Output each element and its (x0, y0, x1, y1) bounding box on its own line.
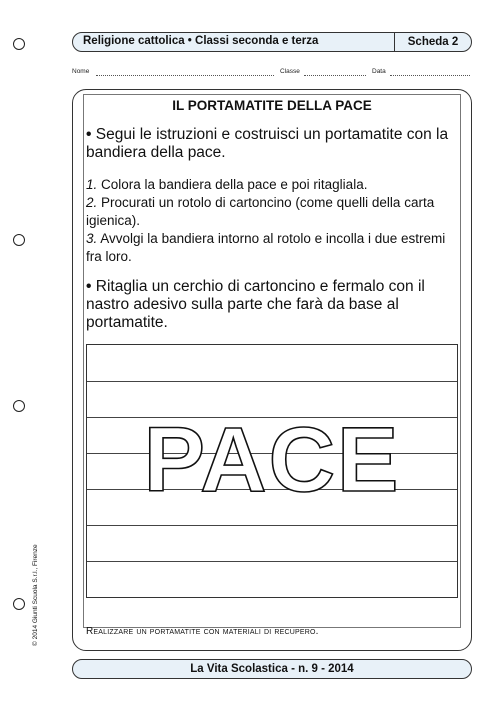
step-number: 1. (86, 177, 98, 192)
class-label: Classe (280, 68, 300, 75)
footer-bar: La Vita Scolastica - n. 9 - 2014 (72, 659, 472, 679)
header-subject: Religione cattolica • Classi seconda e terza (83, 35, 319, 47)
peace-word: PACE (143, 409, 401, 511)
peace-word-outline (87, 345, 457, 597)
name-field[interactable] (96, 75, 274, 76)
step-number: 3. (86, 231, 98, 246)
step-text: Procurati un rotolo di cartoncino (come quelli della carta igienica). (86, 195, 435, 228)
steps-list (86, 176, 458, 266)
intro-instruction (86, 126, 458, 162)
step-text: Colora la bandiera della pace e poi ritagliala. (101, 177, 368, 192)
binder-hole-1 (13, 38, 25, 50)
binder-hole-2 (13, 234, 25, 246)
final-instruction (86, 278, 458, 332)
sheet-number: Scheda 2 (394, 33, 471, 51)
date-field[interactable] (390, 75, 470, 76)
step-item (86, 230, 458, 266)
header-bar (72, 32, 472, 52)
binder-hole-4 (13, 598, 25, 610)
step-item (86, 194, 458, 230)
final-instruction-text: Ritaglia un cerchio di cartoncino e fermalo con il nastro adesivo sulla parte che farà da base al portamatite. (86, 278, 425, 331)
binder-hole-3 (13, 400, 25, 412)
worksheet-title: IL PORTAMATITE DELLA PACE (172, 98, 372, 113)
step-number: 2. (86, 195, 98, 210)
peace-flag[interactable] (86, 344, 458, 598)
caption: Realizzare un portamatite con materiali di recupero. (86, 626, 319, 637)
date-label: Data (372, 68, 386, 75)
bullet-icon: • (86, 278, 92, 295)
step-item (86, 176, 458, 194)
name-label: Nome (72, 68, 90, 75)
intro-text: Segui le istruzioni e costruisci un portamatite con la bandiera della pace. (86, 126, 449, 161)
student-fields (72, 68, 472, 80)
class-field[interactable] (304, 75, 366, 76)
copyright: © 2014 Giunti Scuola S.r.l., Firenze (32, 544, 39, 646)
bullet-icon: • (86, 126, 92, 143)
step-text: Avvolgi la bandiera intorno al rotolo e incolla i due estremi fra loro. (86, 231, 446, 264)
